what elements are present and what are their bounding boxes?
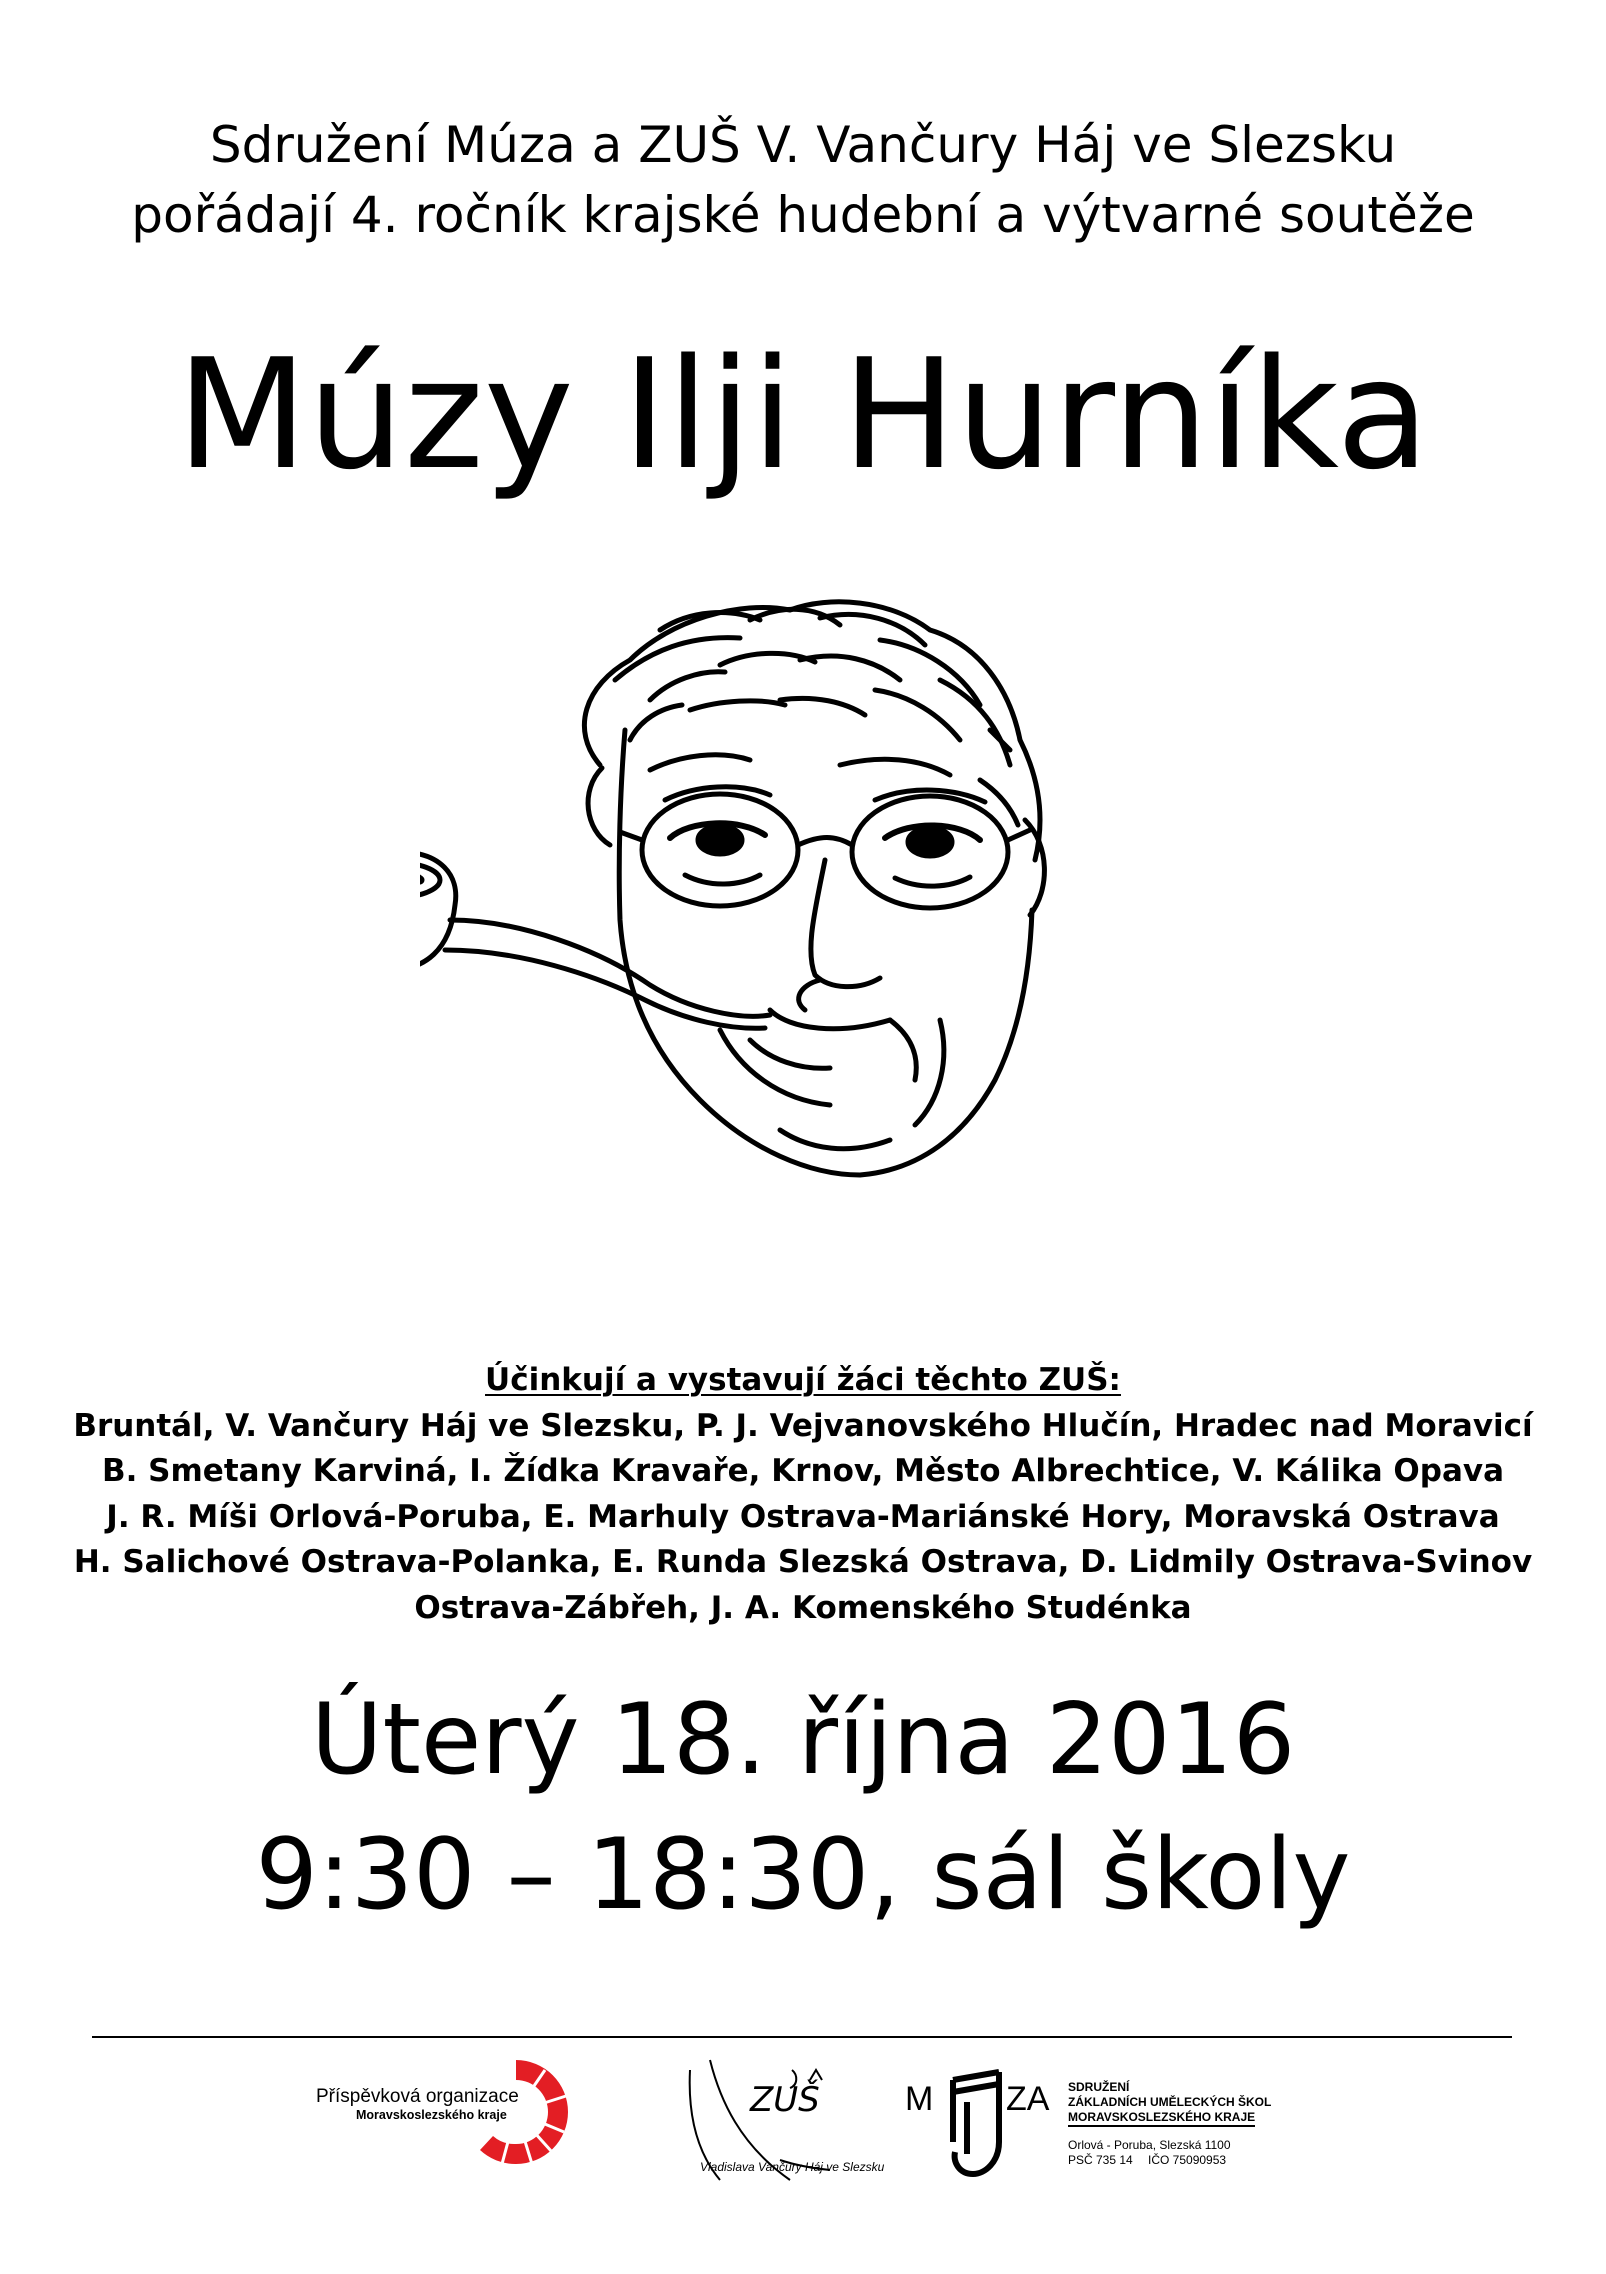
muza-note-logo-icon — [945, 2062, 1007, 2182]
muza-logo-za: ZA — [1006, 2080, 1050, 2118]
muza-name-line-2: ZÁKLADNÍCH UMĚLECKÝCH ŠKOL — [1068, 2095, 1272, 2109]
event-date: Úterý 18. října 2016 — [310, 1683, 1296, 1797]
performers-line: B. Smetany Karviná, I. Žídka Kravaře, Krnov, Město Albrechtice, V. Kálika Opava — [101, 1453, 1505, 1489]
poster-title: Múzy Ilji Hurníka — [176, 326, 1430, 503]
muza-name-line-3: MORAVSKOSLEZSKÉHO KRAJE — [1068, 2110, 1255, 2127]
composer-portrait-drawing — [420, 590, 1120, 1230]
muza-address: Orlová - Poruba, Slezská 1100 — [1068, 2138, 1231, 2152]
performers-heading: Účinkují a vystavují žáci těchto ZUŠ: — [485, 1362, 1121, 1398]
muza-ico: IČO 75090953 — [1148, 2153, 1227, 2167]
org-ring-logo-icon — [460, 2056, 572, 2168]
performers-line: J. R. Míši Orlová-Poruba, E. Marhuly Ostrava-Mariánské Hory, Moravská Ostrava — [106, 1498, 1500, 1535]
muza-logo-m: M — [905, 2080, 934, 2118]
zus-logo-mark: ZUŠ — [750, 2080, 820, 2120]
footer-divider — [92, 2036, 1512, 2038]
performers-line: H. Salichové Ostrava-Polanka, E. Runda Slezská Ostrava, D. Lidmily Ostrava-Svinov — [73, 1544, 1533, 1580]
header-line-1: Sdružení Múza a ZUŠ V. Vančury Háj ve Slezsku — [209, 116, 1397, 174]
org-logo-line-1: Příspěvková organizace — [316, 2086, 519, 2107]
org-logo-line-2: Moravskoslezského kraje — [356, 2108, 507, 2122]
muza-name-line-1: SDRUŽENÍ — [1068, 2080, 1130, 2094]
performers-line: Bruntál, V. Vančury Háj ve Slezsku, P. J. Vejvanovského Hlučín, Hradec nad Moravicí — [73, 1407, 1533, 1444]
muza-psc: PSČ 735 14 — [1068, 2153, 1133, 2167]
zus-logo-signature: Vladislava Vančury Háj ve Slezsku — [700, 2160, 885, 2174]
performers-line: Ostrava-Zábřeh, J. A. Komenského Studénka — [414, 1589, 1192, 1626]
event-time-place: 9:30 – 18:30, sál školy — [255, 1818, 1351, 1932]
performers-block — [0, 1358, 1606, 1631]
header-line-2: pořádají 4. ročník krajské hudební a výtvarné soutěže — [131, 186, 1475, 244]
